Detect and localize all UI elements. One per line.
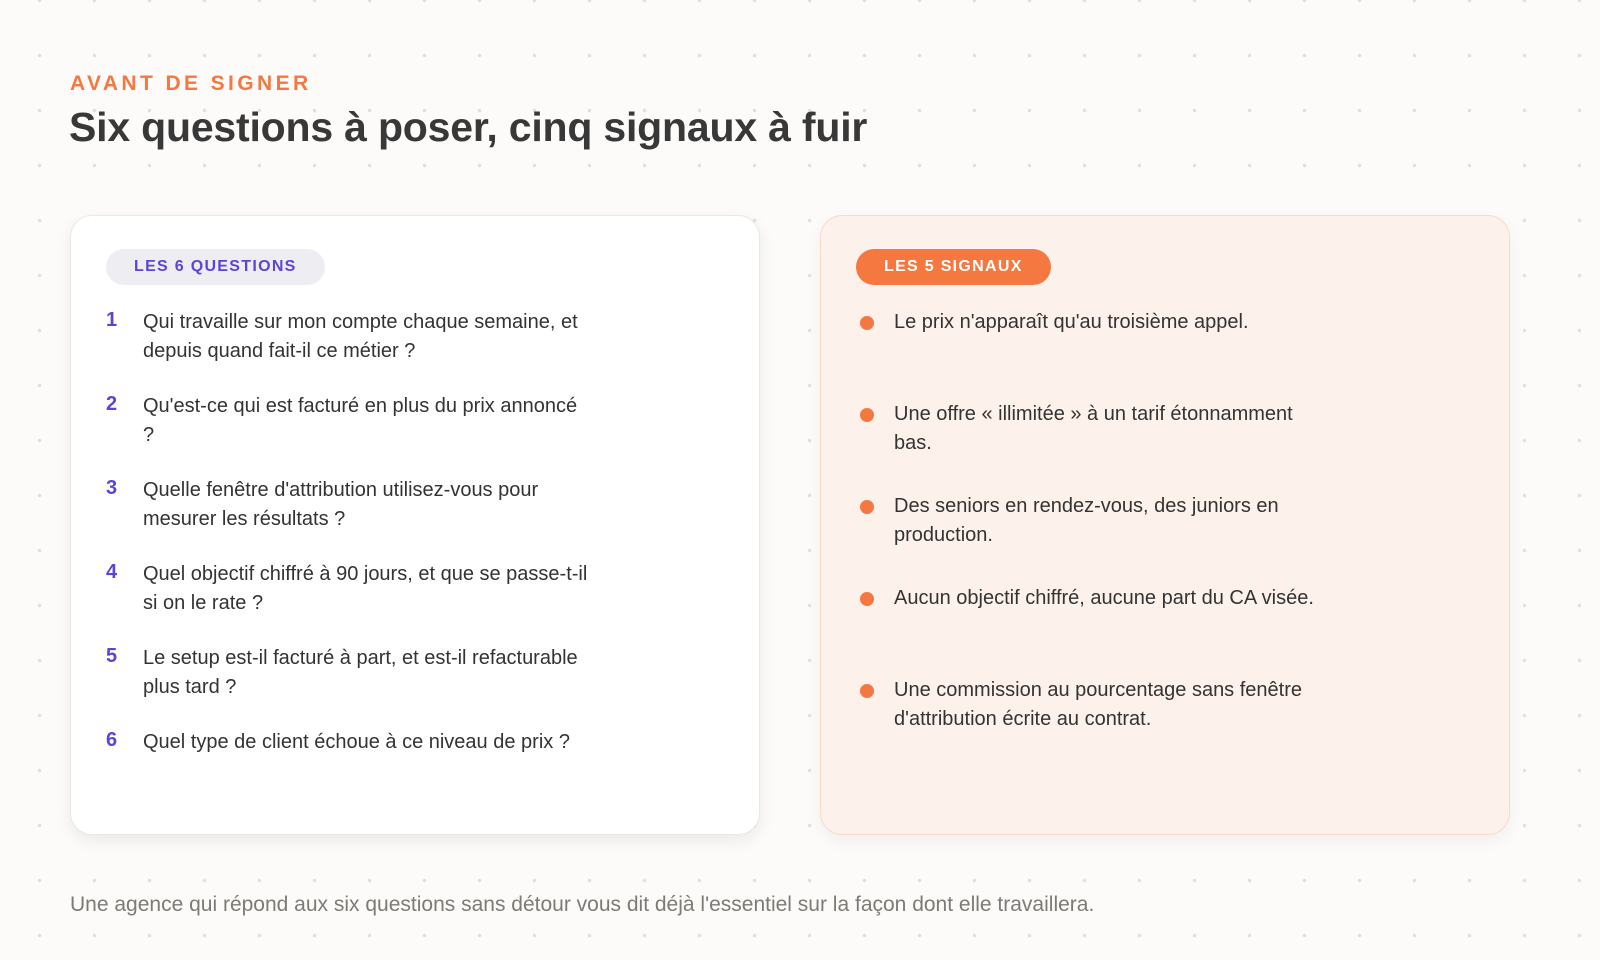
bullet-dot-icon	[860, 408, 874, 422]
bullet-dot-icon	[860, 500, 874, 514]
questions-card	[70, 215, 760, 835]
signal-text: Une offre « illimitée » à un tarif étonnamment bas.	[894, 403, 1293, 454]
signal-text: Une commission au pourcentage sans fenêtre d'attribution écrite au contrat.	[894, 679, 1303, 730]
question-text: Qu'est-ce qui est facturé en plus du prix annoncé ?	[143, 395, 578, 446]
question-text: Qui travaille sur mon compte chaque semaine, et depuis quand fait-il ce métier ?	[143, 311, 578, 362]
questions-pill: LES 6 QUESTIONS	[106, 249, 325, 285]
question-number: 6	[106, 729, 118, 751]
question-number: 4	[106, 561, 118, 583]
question-text: Le setup est-il facturé à part, et est-il refacturable plus tard ?	[143, 647, 578, 698]
signals-card	[820, 215, 1510, 835]
question-number: 1	[106, 309, 118, 331]
signal-text: Aucun objectif chiffré, aucune part du CA visée.	[894, 587, 1314, 609]
footer-note: Une agence qui répond aux six questions sans détour vous dit déjà l'essentiel sur la façon dont elle travaillera.	[70, 893, 1095, 916]
question-number: 5	[106, 645, 118, 667]
bullet-dot-icon	[860, 684, 874, 698]
question-text: Quel objectif chiffré à 90 jours, et que se passe-t-il si on le rate ?	[143, 563, 588, 614]
signal-text: Le prix n'apparaît qu'au troisième appel.	[894, 311, 1249, 333]
question-text: Quel type de client échoue à ce niveau de prix ?	[143, 731, 570, 753]
bullet-dot-icon	[860, 592, 874, 606]
signals-pill: LES 5 SIGNAUX	[856, 249, 1051, 285]
question-text: Quelle fenêtre d'attribution utilisez-vous pour mesurer les résultats ?	[143, 479, 539, 530]
page-title: Six questions à poser, cinq signaux à fuir	[69, 104, 868, 150]
question-number: 2	[106, 393, 118, 415]
signal-text: Des seniors en rendez-vous, des juniors en production.	[894, 495, 1279, 546]
question-number: 3	[106, 477, 118, 499]
bullet-dot-icon	[860, 316, 874, 330]
eyebrow-label: AVANT DE SIGNER	[70, 72, 312, 95]
